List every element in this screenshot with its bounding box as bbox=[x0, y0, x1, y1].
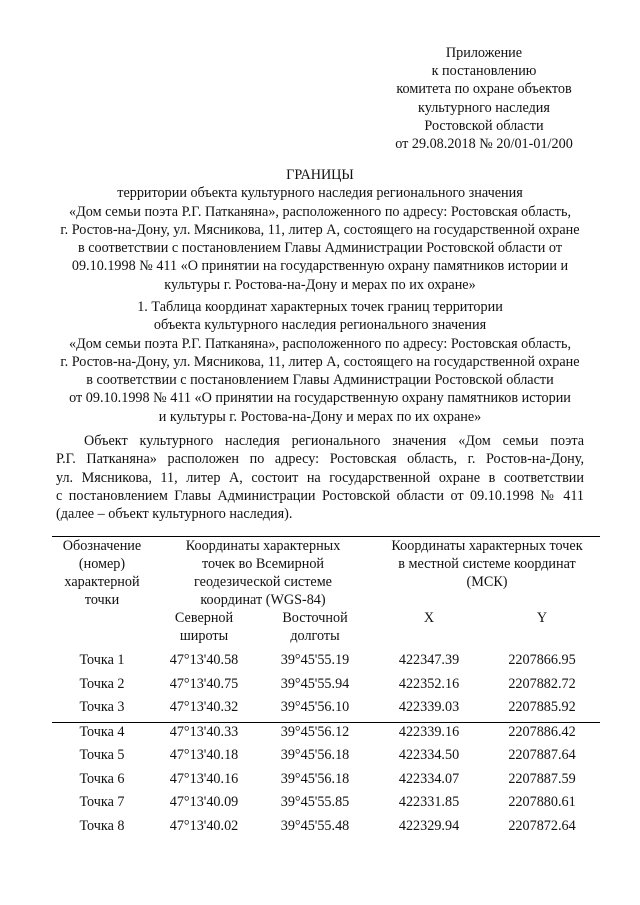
document-title-block bbox=[40, 166, 600, 294]
paragraph-line: Объект культурного наследия регионального значения «Дом семьи поэта bbox=[84, 433, 584, 449]
subheader-east-longitude: Восточной долготы bbox=[282, 610, 348, 644]
paragraph-line: с постановлением Главы Администрации Ростовской области от 09.10.1998 № 411 bbox=[56, 487, 584, 504]
appendix-line: Ростовской области bbox=[424, 117, 544, 134]
appendix-line: культурного наследия bbox=[418, 99, 550, 116]
section-line: в соответствии с постановлением Главы Администрации Ростовской области bbox=[86, 372, 554, 389]
subheader-north-latitude: Северной широты bbox=[174, 610, 234, 644]
appendix-block bbox=[374, 44, 594, 153]
section-1-heading bbox=[40, 298, 600, 426]
body-paragraph bbox=[56, 432, 584, 523]
title-line: культуры г. Ростова-на-Дону и мерах по их охране» bbox=[164, 276, 476, 293]
appendix-line: комитета по охране объектов bbox=[396, 81, 572, 98]
table-row: Точка 1 47°13'40.58 39°45'55.19 422347.39 2207866.95 bbox=[79, 652, 576, 668]
document-heading: ГРАНИЦЫ bbox=[286, 167, 354, 183]
table-row: Точка 6 47°13'40.16 39°45'56.18 422334.07 2207887.59 bbox=[79, 770, 576, 787]
section-line: «Дом семьи поэта Р.Г. Патканяна», расположенного по адресу: Ростовская область, bbox=[68, 335, 572, 352]
section-line: г. Ростов-на-Дону, ул. Мясникова, 11, литер А, состоящего на государственной охране bbox=[60, 353, 580, 370]
table-row: Точка 2 47°13'40.75 39°45'55.94 422352.16 2207882.72 bbox=[79, 675, 576, 692]
subheader-x: X bbox=[423, 610, 435, 626]
title-line: в соответствии с постановлением Главы Администрации Ростовской области от bbox=[77, 240, 563, 257]
col-header-point: Обозначение (номер) характерной точки bbox=[52, 537, 152, 610]
paragraph-line: (далее – объект культурного наследия). bbox=[56, 506, 293, 523]
coordinates-table bbox=[52, 536, 600, 840]
table-row: Точка 7 47°13'40.09 39°45'55.85 422331.85 2207880.61 bbox=[79, 794, 576, 810]
title-line: г. Ростов-на-Дону, ул. Мясникова, 11, литер А, состоящего на государственной охране bbox=[60, 221, 580, 238]
appendix-line: Приложение bbox=[445, 45, 523, 61]
table-row: Точка 8 47°13'40.02 39°45'55.48 422329.94 2207872.64 bbox=[79, 817, 576, 834]
paragraph-line: ул. Мясникова, 11, литер А, состоит на государственной охране в соответствии bbox=[56, 469, 584, 486]
table-row: Точка 3 47°13'40.32 39°45'56.10 422339.03 2207885.92 bbox=[79, 699, 576, 715]
section-line: и культуры г. Ростова-на-Дону и мерах по их охране» bbox=[158, 408, 482, 425]
title-line: 09.10.1998 № 411 «О принятии на государственную охрану памятников истории и bbox=[71, 258, 569, 275]
appendix-line: от 29.08.2018 № 20/01-01/200 bbox=[395, 136, 573, 153]
subheader-y: Y bbox=[536, 610, 548, 626]
section-line: объекта культурного наследия регионального значения bbox=[153, 317, 487, 334]
section-line: от 09.10.1998 № 411 «О принятии на государственную охрану памятников истории bbox=[69, 390, 571, 407]
table-row: Точка 5 47°13'40.18 39°45'56.18 422334.50 2207887.64 bbox=[79, 747, 576, 763]
title-line: территории объекта культурного наследия регионального значения bbox=[117, 185, 523, 202]
appendix-line: к постановлению bbox=[431, 63, 537, 80]
paragraph-line: Р.Г. Патканяна» расположен по адресу: Ростовская область, г. Ростов-на-Дону, bbox=[56, 451, 584, 468]
col-header-wgs84: Координаты характерных точек во Всемирной геодезической системе координат (WGS-84) bbox=[152, 537, 374, 610]
title-line: «Дом семьи поэта Р.Г. Патканяна», расположенного по адресу: Ростовская область, bbox=[68, 203, 572, 220]
section-line: 1. Таблица координат характерных точек границ территории bbox=[137, 299, 503, 315]
col-header-msk: Координаты характерных точек в местной системе координат (МСК) bbox=[374, 537, 600, 610]
table-row: Точка 4 47°13'40.33 39°45'56.12 422339.16 2207886.42 bbox=[52, 722, 600, 746]
